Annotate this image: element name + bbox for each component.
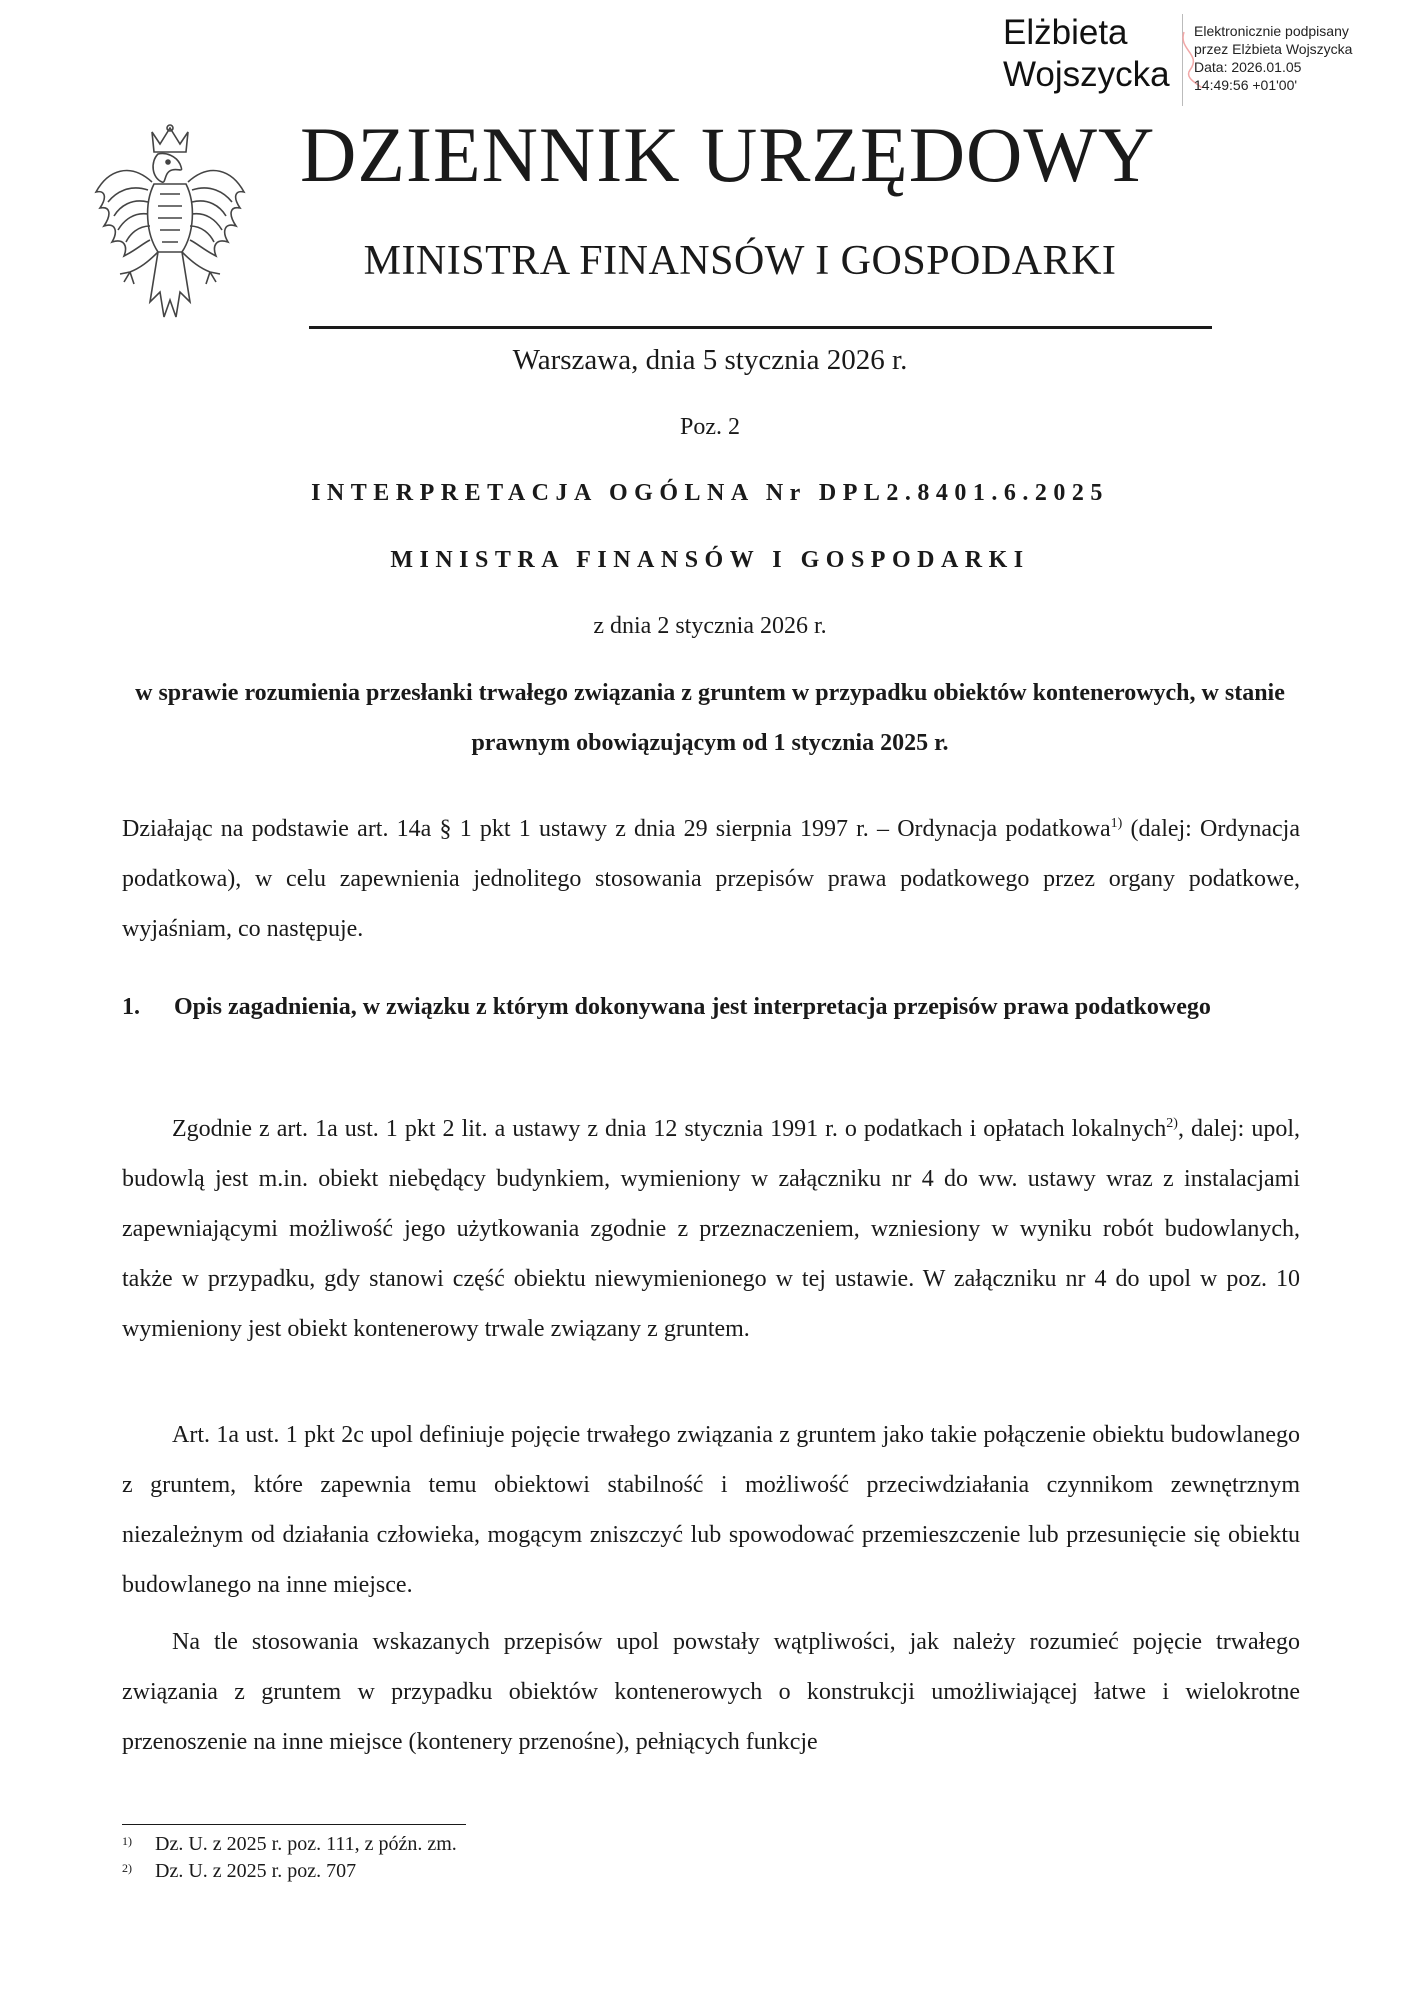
signer-name [1003,12,1170,96]
signer-first-name: Elżbieta [1003,13,1128,52]
intro-paragraph [122,804,1300,954]
footnote-mark: 2) [122,1861,132,1875]
section-title: Opis zagadnienia, w związku z którym dokonywana jest interpretacja przepisów prawa podatkowego [174,994,1211,1020]
masthead-title: DZIENNIK URZĘDOWY [300,111,1156,198]
document-type: INTERPRETACJA OGÓLNA Nr DPL2.8401.6.2025 [311,480,1109,506]
footnote [122,1858,1022,1885]
masthead-rule [309,326,1212,329]
signature-stamp-line: 14:49:56 +01'00' [1194,77,1298,93]
section-number: 1. [122,994,140,1020]
intro-text: Działając na podstawie art. 14a § 1 pkt 1 ustawy z dnia 29 sierpnia 1997 r. – Ordynacja podatkowa [122,816,1111,842]
paragraph-text: Zgodnie z art. 1a ust. 1 pkt 2 lit. a ustawy z dnia 12 stycznia 1991 r. o podatkach i opłatach lokalnych [172,1116,1167,1142]
footnote-text: Dz. U. z 2025 r. poz. 707 [155,1860,357,1882]
body-paragraph: Art. 1a ust. 1 pkt 2c upol definiuje pojęcie trwałego związania z gruntem jako takie połączenie obiektu budowlanego z gruntem, które zapewnia temu obiektowi stabilność i możliwość przeciwdziałania czynnikom zewnętrznym niezależnym od działania człowieka, mogącym zniszczyć lub spowodować przemieszczenie lub przesunięcie się obiektu budowlanego na inne miejsce. [122,1422,1300,1598]
signer-last-name: Wojszycka [1003,55,1170,94]
footnote-ref: 2) [1166,1116,1178,1131]
body-paragraph: Na tle stosowania wskazanych przepisów upol powstały wątpliwości, jak należy rozumieć pojęcie trwałego związania z gruntem w przypadku obiektów kontenerowych o konstrukcji umożliwiającej łatwe i wielokrotne przenoszenie na inne miejsce (kontenery przenośne), pełniących funkcje [122,1629,1300,1755]
signature-stamp-line: przez Elżbieta Wojszycka [1194,41,1353,57]
masthead-subtitle: MINISTRA FINANSÓW I GOSPODARKI [363,238,1117,284]
footnotes [122,1831,1022,1885]
section-heading [122,982,1300,1032]
paragraph-text: , dalej: upol, budowlą jest m.in. obiekt niebędący budynkiem, wymieniony w załączniku nr 4 do ww. ustawy wraz z instalacjami zapewniającymi możliwość jego użytkowania zgodnie z przeznaczeniem, wzniesiony w wyniku robót budowlanych, także w przypadku, gdy stanowi część obiektu niewymienionego w tej ustawie. W załączniku nr 4 do upol w poz. 10 wymieniony jest obiekt kontenerowy trwale związany z gruntem. [122,1116,1300,1342]
signature-stamp [1194,22,1352,94]
document-date: z dnia 2 stycznia 2026 r. [593,613,827,639]
body-paragraph [122,1104,1300,1354]
polish-eagle-icon [90,122,250,327]
footnote-ref: 1) [1110,816,1123,831]
footnote-rule [122,1824,466,1825]
footnote-text: Dz. U. z 2025 r. poz. 111, z późn. zm. [155,1833,457,1855]
position-number: Poz. 2 [680,414,740,440]
footnote [122,1831,1022,1858]
signature-stamp-line: Data: 2026.01.05 [1194,59,1302,75]
footnote-mark: 1) [122,1834,132,1848]
place-date: Warszawa, dnia 5 stycznia 2026 r. [512,344,908,376]
intro-text: (dalej: Ordynacja podatkowa), w celu zapewnienia jednolitego stosowania przepisów prawa podatkowego przez organy podatkowe, wyjaśniam, co następuje. [122,816,1300,942]
signature-stamp-line: Elektronicznie podpisany [1194,23,1349,39]
issuer: MINISTRA FINANSÓW I GOSPODARKI [390,547,1030,573]
document-topic: w sprawie rozumienia przesłanki trwałego związania z gruntem w przypadku obiektów kontenerowych, w stanie prawnym obowiązującym od 1 stycznia 2025 r. [135,680,1285,756]
